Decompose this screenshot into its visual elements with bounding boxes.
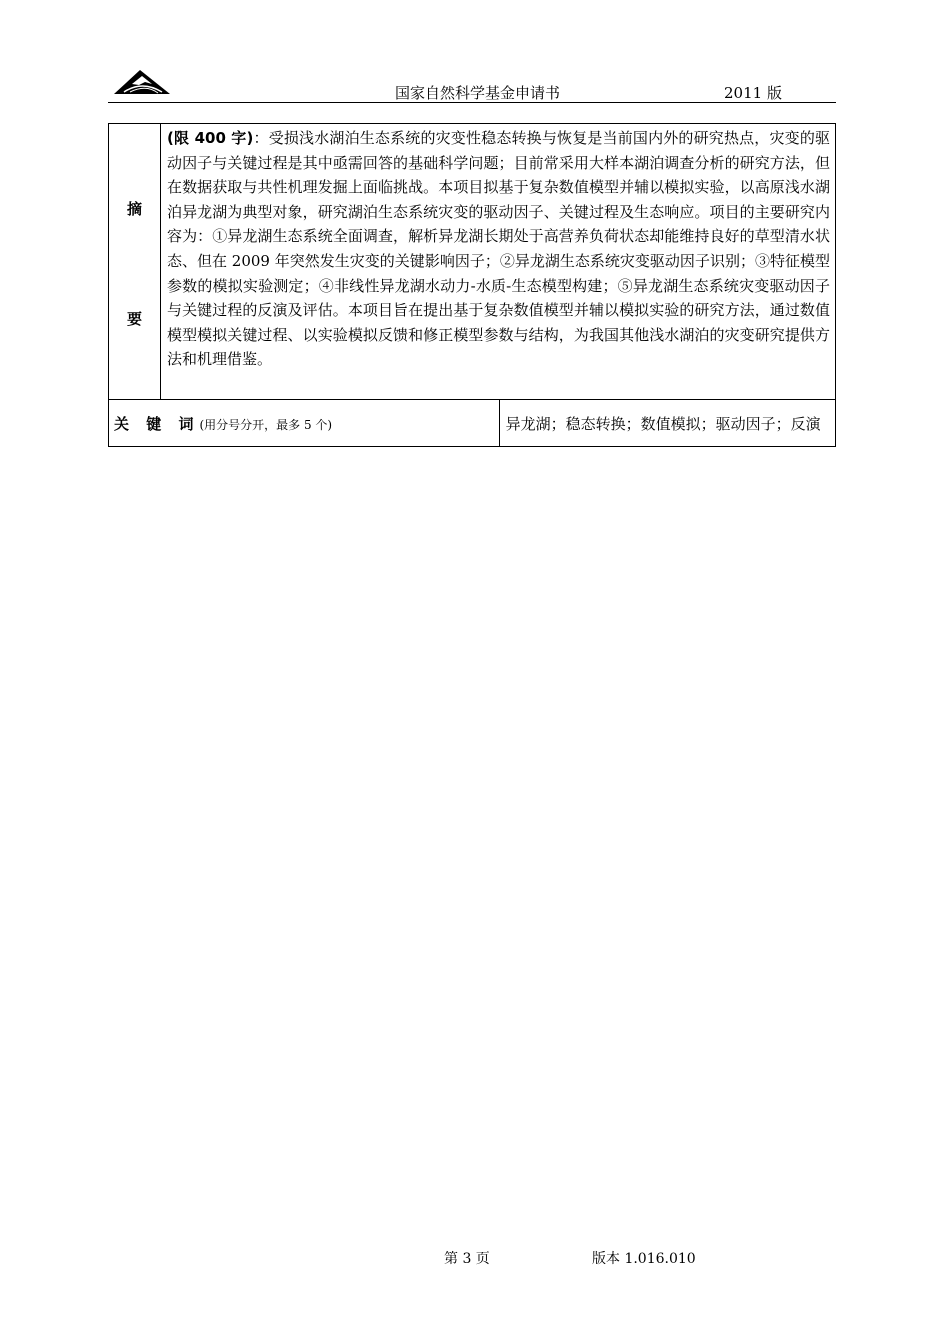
keywords-row — [109, 400, 836, 447]
abstract-row — [109, 124, 836, 400]
abstract-label-bottom: 要 — [126, 310, 142, 328]
page-header — [108, 66, 836, 103]
keywords-value: 异龙湖；稳态转换；数值模拟；驱动因子；反演 — [505, 414, 821, 433]
abstract-label-top: 摘 — [126, 200, 142, 218]
document-title: 国家自然科学基金申请书 — [395, 84, 561, 102]
abstract-text-cell — [161, 124, 836, 400]
keywords-label: 关 键 词 — [114, 414, 200, 433]
abstract-table — [108, 123, 836, 447]
keywords-hint: (用分号分开，最多 5 个) — [199, 417, 333, 432]
keywords-value-cell — [499, 400, 835, 447]
abstract-label-cell — [109, 124, 161, 400]
footer-version: 版本 1.016.010 — [592, 1251, 696, 1267]
abstract-limit-note: (限 400 字) — [167, 129, 254, 147]
edition-label: 2011 版 — [724, 84, 782, 102]
abstract-text: ：受损浅水湖泊生态系统的灾变性稳态转换与恢复是当前国内外的研究热点，灾变的驱动因子与关键过程是其中亟需回答的基础科学问题；目前常采用大样本湖泊调查分析的研究方法，但在数据获取与共性机理发掘上面临挑战。本项目拟基于复杂数值模型并辅以模拟实验，以高原浅水湖泊异龙湖为典型对象，研究湖泊生态系统灾变的驱动因子、关键过程及生态响应。项目的主要研究内容为：①异龙湖生态系统全面调查，解析异龙湖长期处于高营养负荷状态却能维持良好的草型清水状态、但在 2009 年突然发生灾变的关键影响因子；②异龙湖生态系统灾变驱动因子识别；③特征模型参数的模拟实验测定；④非线性异龙湖水动力-水质-生态模型构建；⑤异龙湖生态系统灾变驱动因子与关键过程的反演及评估。本项目旨在提出基于复杂数值模型并辅以模拟实验的研究方法，通过数值模型模拟关键过程、以实验模拟反馈和修正模型参数与结构，为我国其他浅水湖泊的灾变研究提供方法和机理借鉴。 — [167, 129, 830, 369]
footer-page-number: 第 3 页 — [444, 1251, 490, 1267]
nsfc-mountain-logo-icon — [112, 66, 172, 100]
keywords-label-cell — [109, 400, 500, 447]
